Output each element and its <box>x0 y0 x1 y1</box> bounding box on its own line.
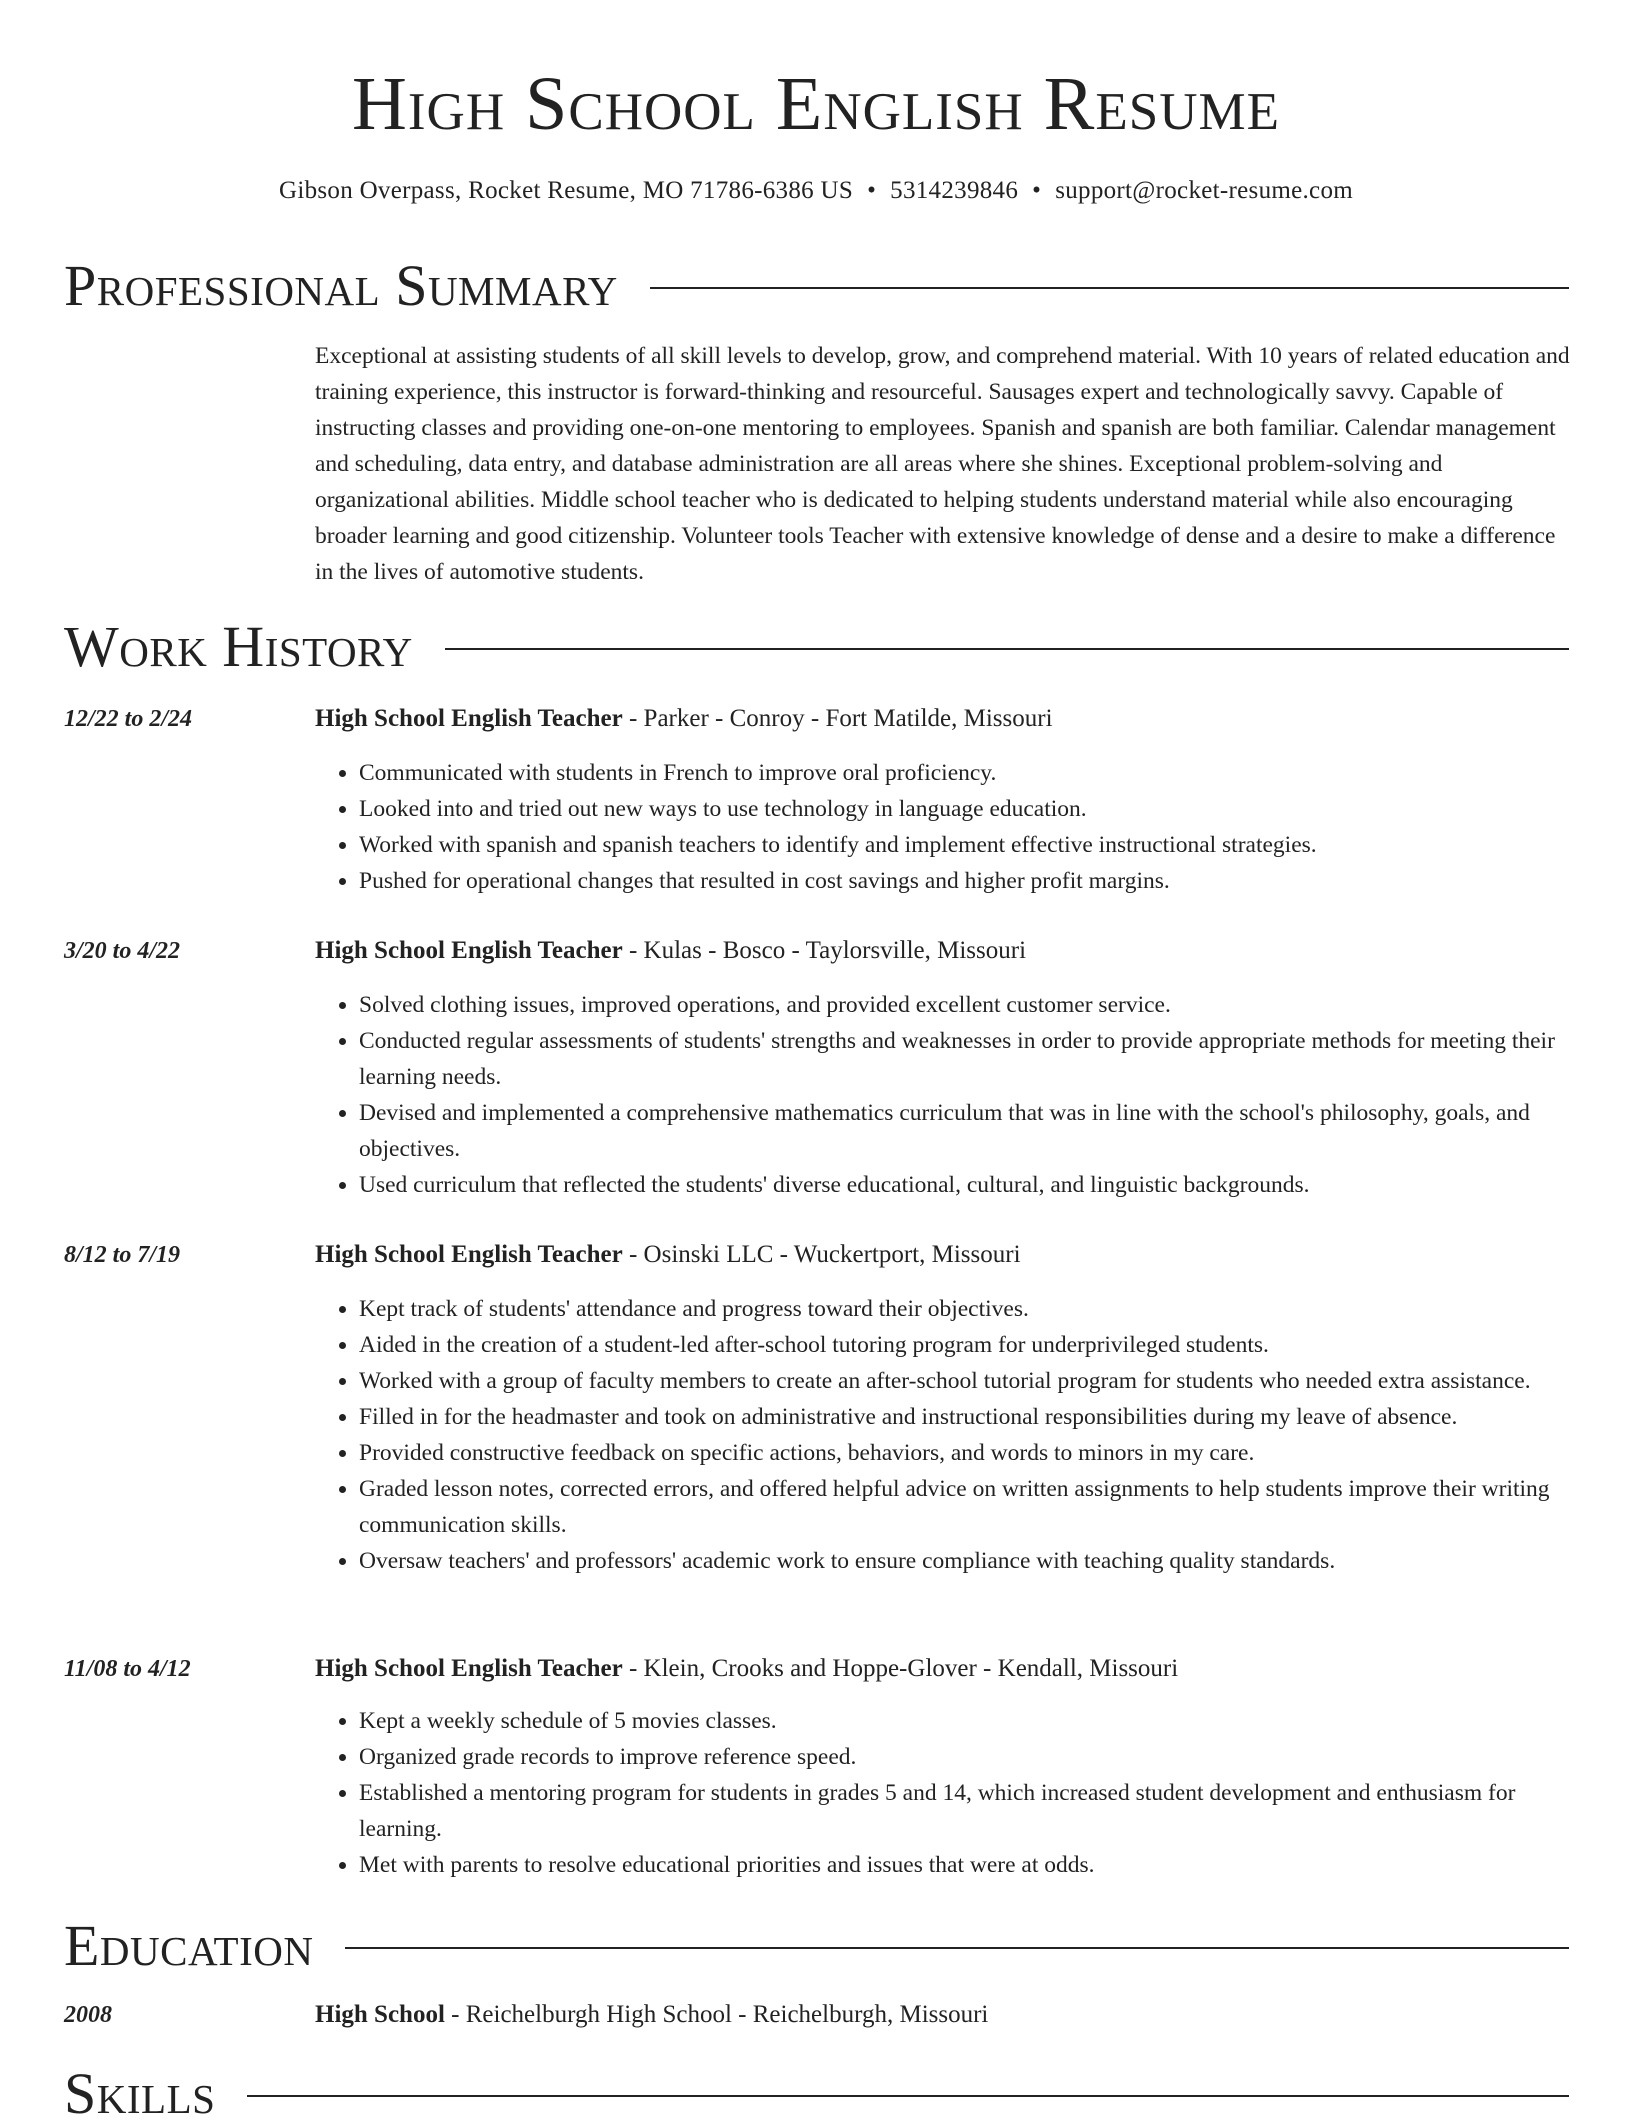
job-bullet: • Used curriculum that reflected the students' diverse educational, cultural, and linguistic backgrounds. <box>359 1167 1570 1203</box>
education-degree: High School <box>315 2001 445 2028</box>
contact-address: Gibson Overpass, Rocket Resume, MO 71786-6386 US <box>278 177 854 204</box>
job-bullets <box>315 1703 1570 1883</box>
job-dates: 8/12 to 7/19 <box>64 1242 181 1268</box>
job-title: High School English Teacher <box>315 1241 623 1268</box>
job-bullet: • Provided constructive feedback on specific actions, behaviors, and words to minors in my care. <box>359 1435 1570 1471</box>
section-divider <box>650 287 1569 289</box>
section-divider <box>247 2095 1569 2097</box>
job-dates: 12/22 to 2/24 <box>64 706 193 732</box>
resume-title: High School English Resume <box>352 62 1280 146</box>
job-bullet: • Communicated with students in French to improve oral proficiency. <box>359 755 1570 791</box>
section-heading-education <box>64 1914 1569 1978</box>
job-bullet: • Solved clothing issues, improved operations, and provided excellent customer service. <box>359 987 1570 1023</box>
job-bullet: • Devised and implemented a comprehensive mathematics curriculum that was in line with the school's philosophy, goals, and objectives. <box>359 1095 1570 1167</box>
contact-line <box>0 174 1632 208</box>
job-employer: - Klein, Crooks and Hoppe-Glover - Kendall, Missouri <box>622 1655 1179 1682</box>
job-bullet: • Conducted regular assessments of students' strengths and weaknesses in order to provide appropriate methods for meeting their learning needs. <box>359 1023 1570 1095</box>
section-title-work-history: Work History <box>64 614 413 679</box>
job-title-line <box>315 1237 1021 1273</box>
job-bullet: • Kept track of students' attendance and progress toward their objectives. <box>359 1291 1570 1327</box>
job-bullet: • Graded lesson notes, corrected errors, and offered helpful advice on written assignments to help students improve their writing communication skills. <box>359 1471 1570 1543</box>
section-heading-work-history <box>64 615 1569 679</box>
contact-phone: 5314239846 <box>890 177 1019 204</box>
contact-separator: • <box>867 177 877 204</box>
section-divider <box>345 1947 1569 1949</box>
education-year: 2008 <box>64 2002 112 2028</box>
section-title-education: Education <box>64 1913 314 1978</box>
section-title-skills: Skills <box>64 2061 216 2126</box>
education-line <box>315 1997 988 2033</box>
section-title-summary: Professional Summary <box>64 253 618 318</box>
job-title-line <box>315 1651 1178 1687</box>
education-school: - Reichelburgh High School - Reichelburgh, Missouri <box>444 2001 989 2028</box>
job-bullet: • Kept a weekly schedule of 5 movies classes. <box>359 1703 1570 1739</box>
job-bullets <box>315 1291 1570 1579</box>
job-employer: - Kulas - Bosco - Taylorsville, Missouri <box>622 937 1027 964</box>
section-heading-skills <box>64 2062 1569 2126</box>
job-bullet: • Pushed for operational changes that resulted in cost savings and higher profit margins. <box>359 863 1570 899</box>
contact-separator: • <box>1032 177 1042 204</box>
job-bullet: • Oversaw teachers' and professors' academic work to ensure compliance with teaching quality standards. <box>359 1543 1570 1579</box>
summary-text: Exceptional at assisting students of all skill levels to develop, grow, and comprehend material. With 10 years of related education and training experience, this instructor is forward-thinking and resourceful. Sausages expert and technologically savvy. Capable of instructing classes and providing one-on-one mentoring to employees. Spanish and spanish are both familiar. Calendar management and scheduling, data entry, and database administration are all areas where she shines. Exceptional problem-solving and organizational abilities. Middle school teacher who is dedicated to helping students understand material while also encouraging broader learning and good citizenship. Volunteer tools Teacher with extensive knowledge of dense and a desire to make a difference in the lives of automotive students. <box>315 343 1570 585</box>
section-divider <box>445 648 1569 650</box>
job-dates: 11/08 to 4/12 <box>64 1656 191 1682</box>
job-bullets <box>315 987 1570 1203</box>
job-title: High School English Teacher <box>315 705 623 732</box>
job-bullet: • Established a mentoring program for students in grades 5 and 14, which increased student development and enthusiasm for learning. <box>359 1775 1570 1847</box>
job-employer: - Parker - Conroy - Fort Matilde, Missouri <box>622 705 1053 732</box>
job-bullet: • Worked with spanish and spanish teachers to identify and implement effective instructional strategies. <box>359 827 1570 863</box>
contact-email: support@rocket-resume.com <box>1055 177 1353 204</box>
job-employer: - Osinski LLC - Wuckertport, Missouri <box>622 1241 1021 1268</box>
job-bullet: • Filled in for the headmaster and took on administrative and instructional responsibilities during my leave of absence. <box>359 1399 1570 1435</box>
job-title-line <box>315 701 1053 737</box>
job-dates: 3/20 to 4/22 <box>64 938 181 964</box>
job-bullet: • Worked with a group of faculty members to create an after-school tutorial program for students who needed extra assistance. <box>359 1363 1570 1399</box>
job-bullets <box>315 755 1570 899</box>
job-title: High School English Teacher <box>315 1655 623 1682</box>
job-title: High School English Teacher <box>315 937 623 964</box>
section-heading-summary <box>64 254 1569 318</box>
job-bullet: • Organized grade records to improve reference speed. <box>359 1739 1570 1775</box>
job-title-line <box>315 933 1026 969</box>
job-bullet: • Aided in the creation of a student-led after-school tutoring program for underprivileged students. <box>359 1327 1570 1363</box>
job-bullet: • Met with parents to resolve educational priorities and issues that were at odds. <box>359 1847 1570 1883</box>
job-bullet: • Looked into and tried out new ways to use technology in language education. <box>359 791 1570 827</box>
